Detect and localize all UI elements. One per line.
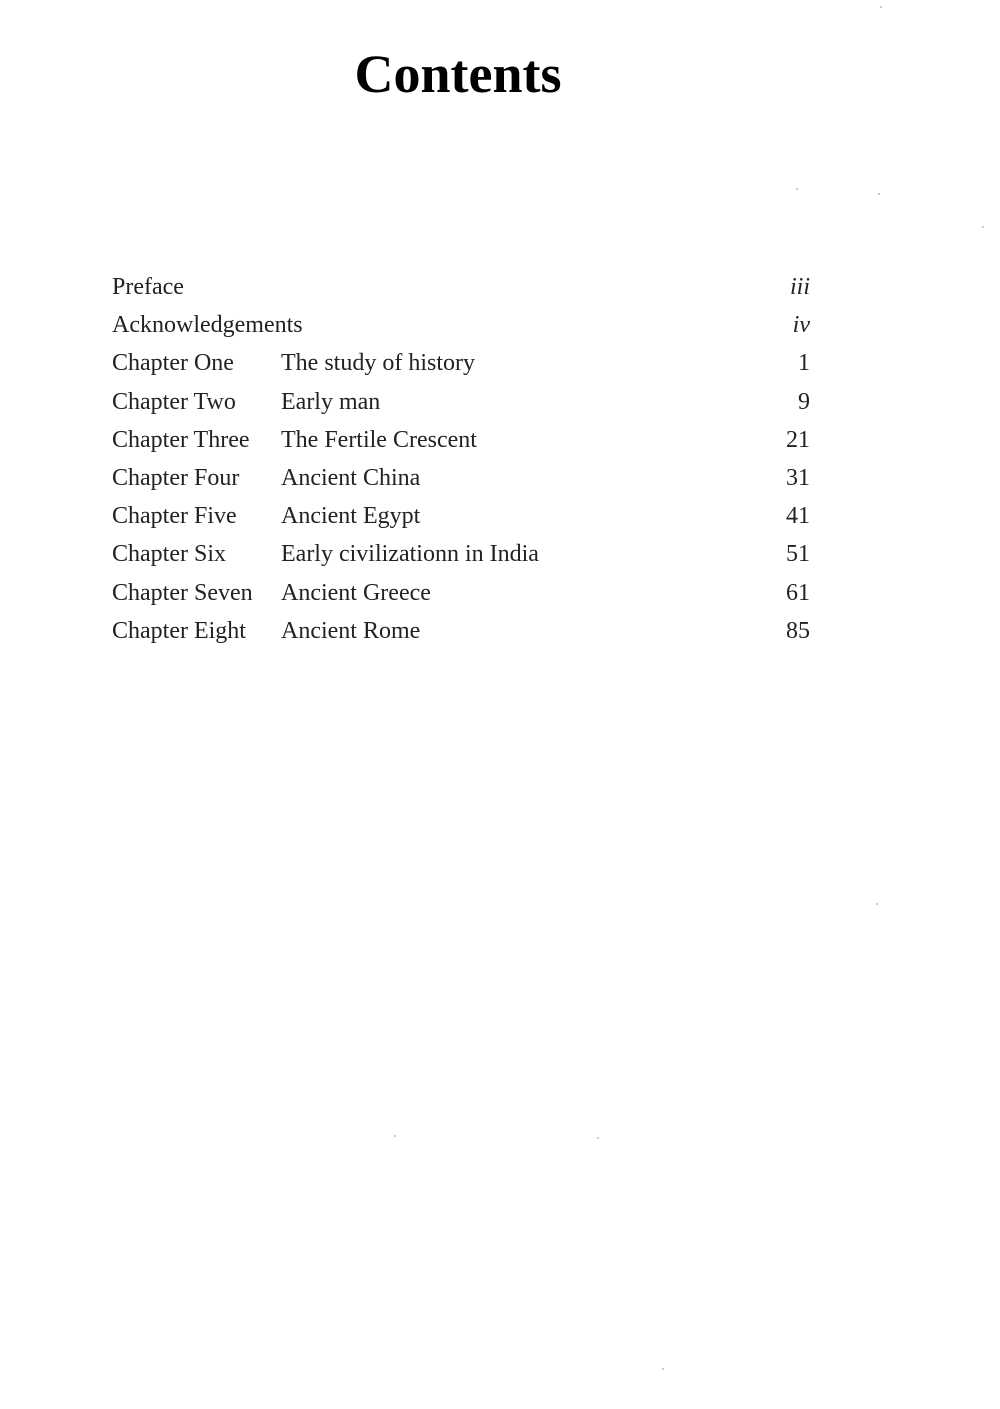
toc-entry-chapter-seven[interactable] xyxy=(112,574,810,612)
page-number: 41 xyxy=(786,503,810,530)
chapter-title: The study of history xyxy=(281,350,475,377)
chapter-label: Chapter One xyxy=(112,350,234,377)
chapter-label: Chapter Four xyxy=(112,464,240,491)
page-title: Contents xyxy=(354,44,562,104)
chapter-title: Ancient Greece xyxy=(281,579,431,606)
page-number: 61 xyxy=(786,579,810,606)
page-number: 85 xyxy=(786,617,810,644)
toc-entry-chapter-two[interactable] xyxy=(112,383,810,421)
page-number: iv xyxy=(792,312,810,339)
toc-entry-chapter-six[interactable] xyxy=(112,535,810,573)
chapter-label: Chapter Two xyxy=(112,388,236,415)
chapter-label: Chapter Eight xyxy=(112,617,246,644)
scan-speck xyxy=(876,903,878,905)
scan-speck xyxy=(982,226,984,228)
entry-label: Acknowledgements xyxy=(112,312,303,339)
toc-entry-chapter-eight[interactable] xyxy=(112,612,810,650)
scan-speck xyxy=(662,1368,664,1370)
page-number: 51 xyxy=(786,541,810,568)
chapter-title: The Fertile Crescent xyxy=(281,426,477,453)
toc-entry-acknowledgements[interactable] xyxy=(112,306,810,344)
scan-speck xyxy=(796,188,798,190)
page-number: 1 xyxy=(798,350,810,377)
toc-entry-chapter-three[interactable] xyxy=(112,421,810,459)
chapter-label: Chapter Three xyxy=(112,426,250,453)
page-number: 9 xyxy=(798,388,810,415)
chapter-label: Chapter Five xyxy=(112,503,237,530)
scan-speck xyxy=(597,1137,599,1139)
chapter-title: Ancient Egypt xyxy=(281,503,421,530)
toc-entry-chapter-one[interactable] xyxy=(112,344,810,382)
scan-speck xyxy=(878,193,880,195)
toc-entry-preface[interactable] xyxy=(112,268,810,306)
toc-entry-chapter-four[interactable] xyxy=(112,459,810,497)
chapter-title: Early civilizationn in India xyxy=(281,541,539,568)
entry-label: Preface xyxy=(112,274,184,300)
page-number: 31 xyxy=(786,464,810,491)
chapter-label: Chapter Seven xyxy=(112,579,253,606)
chapter-label: Chapter Six xyxy=(112,541,226,568)
scan-speck xyxy=(394,1135,396,1137)
chapter-title: Ancient Rome xyxy=(281,617,421,644)
page-number: iii xyxy=(789,274,810,300)
table-of-contents xyxy=(112,268,810,650)
toc-entry-chapter-five[interactable] xyxy=(112,497,810,535)
chapter-title: Early man xyxy=(281,388,381,415)
scan-speck xyxy=(880,6,882,8)
page-number: 21 xyxy=(786,426,810,453)
chapter-title: Ancient China xyxy=(281,464,421,491)
